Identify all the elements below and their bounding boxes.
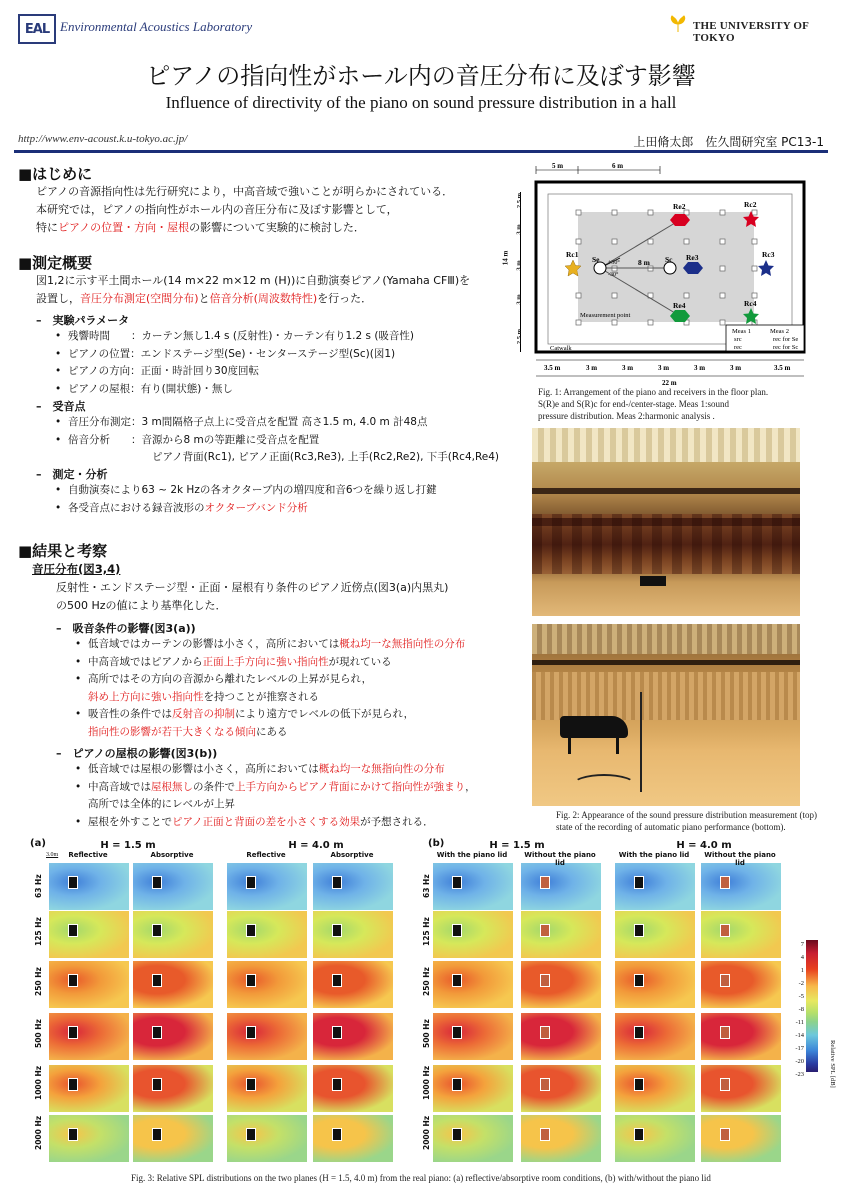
heatmap-cell [700, 910, 782, 959]
authors: 上田脩太郎 佐久間研究室 PC13-1 [633, 135, 824, 149]
dim-left: 3 m [515, 224, 523, 235]
piano-marker-icon [246, 1026, 256, 1039]
header-h40-b: H = 4.0 m [676, 840, 732, 851]
lab-logo: EAL [18, 14, 56, 44]
piano-marker-icon [246, 974, 256, 987]
piano-marker-icon [68, 1078, 78, 1091]
dim-bottom: 3 m [658, 364, 670, 372]
dim-left: 3 m [515, 260, 523, 271]
lab-name: Environmental Acoustics Laboratory [60, 19, 253, 34]
heatmap-cell [312, 1012, 394, 1061]
heatmap-cell [700, 960, 782, 1009]
piano-marker-icon [152, 1128, 162, 1141]
row-label: 1000 Hz [34, 1065, 43, 1100]
method-line: 設置し，音圧分布測定(空間分布)と倍音分析(周波数特性)を行った． [36, 292, 373, 305]
legend-rec-se: rec for Se [773, 336, 799, 343]
dim-left: 2.5 m [516, 328, 524, 345]
analysis-item: • 各受音点における録音波形のオクターブバンド分析 [52, 500, 516, 518]
absorption-heading: – 吸音条件の影響(図3(a)) [56, 622, 196, 635]
heatmap-cell [312, 960, 394, 1009]
heatmap-cell [132, 910, 214, 959]
lid-heading: – ピアノの屋根の影響(図3(b)) [56, 747, 218, 760]
piano-marker-icon [68, 1026, 78, 1039]
params-heading: – 実験パラメータ [36, 314, 130, 327]
intro-line: ピアノの音源指向性は先行研究により，中高音域で強いことが明らかにされている． [36, 185, 454, 198]
column-label: With the piano lid [436, 851, 508, 859]
legend-src: src [734, 336, 742, 343]
colorbar-ticks: 7 4 1 -2 -5 -8 -11 -14 -17 -20 -23 [795, 941, 804, 1078]
dim-bottom: 3.5 m [544, 364, 561, 372]
dim-total: 22 m [662, 379, 677, 385]
result-item: • 吸音性の条件では反射音の抑制により遠方でレベルの低下が見られ， [72, 706, 526, 724]
receiver-extra: ピアノ背面(Rc1), ピアノ正面(Rc3,Re3), 上手(Rc2,Re2), 下手(Rc4,Re4) [152, 451, 500, 463]
heatmap-cell [520, 862, 602, 911]
piano-marker-icon [540, 924, 550, 937]
method-heading: ■測定概要 [18, 254, 93, 272]
legend-rec-sc: rec for Sc [773, 344, 799, 351]
result-item-cont: 指向性の影響が若干大きくなる傾向にある [88, 725, 288, 738]
column-label: Without the piano lid [704, 851, 776, 867]
header-h40-a: H = 4.0 m [288, 840, 344, 851]
row-label: 125 Hz [422, 917, 431, 946]
label-rc4: Rc4 [744, 299, 757, 308]
heatmap-cell [700, 862, 782, 911]
label-re4: Re4 [673, 301, 686, 310]
piano-marker-icon [452, 1026, 462, 1039]
results-heading: ■結果と考察 [18, 542, 108, 560]
fig3-caption: Fig. 3: Relative SPL distributions on the two planes (H = 1.5, 4.0 m) from the real piano: (a) reflective/absorptive room conditions, (b) with/without the piano lid [131, 1173, 711, 1183]
param-item: • ピアノの位置：エンドステージ型(Se)・センターステージ型(Sc)(図1) [52, 346, 516, 364]
row-label: 500 Hz [422, 1019, 431, 1048]
result-item: • 低音域ではカーテンの影響は小さく，高所においては概ね均一な無指向性の分布 [72, 636, 526, 654]
label-angle-plus: +30° [608, 260, 620, 266]
label-rc2: Rc2 [744, 200, 757, 209]
heatmap-cell [132, 1114, 214, 1163]
heatmap-cell [48, 862, 130, 911]
heatmap-cell [700, 1064, 782, 1113]
piano-marker-icon [720, 1026, 730, 1039]
fig2-caption: Fig. 2: Appearance of the sound pressure distribution measurement (top) state of the recording of automatic piano performance (bottom). [556, 810, 817, 832]
heatmap-cell [312, 1114, 394, 1163]
header-h15-b: H = 1.5 m [489, 840, 545, 851]
heatmap-cell [226, 1064, 308, 1113]
piano-marker-icon [634, 1128, 644, 1141]
heatmap-cell [614, 1064, 696, 1113]
piano-marker-icon [332, 1128, 342, 1141]
university-name: THE UNIVERSITY OF TOKYO [693, 20, 809, 44]
results-line: 反射性・エンドステージ型・正面・屋根有り条件のピアノ近傍点(図3(a)内黒丸) [56, 581, 449, 594]
analysis-item: • 自動演奏により63 ~ 2k Hzの各オクターブ内の増四度和音6つを繰り返し打鍵 [52, 482, 516, 500]
intro-line: 特にピアノの位置・方向・屋根の影響について実験的に検討した． [36, 221, 365, 234]
piano-marker-icon [720, 1128, 730, 1141]
piano-marker-icon [452, 924, 462, 937]
piano-marker-icon [452, 1078, 462, 1091]
label-sc: Sc [665, 255, 673, 264]
result-item: • 高所ではその方向の音源から離れたレベルの上昇が見られ， [72, 671, 526, 689]
intro-line: 本研究では，ピアノの指向性がホール内の音圧分布に及ぼす影響として， [36, 203, 398, 216]
dim-bottom: 3 m [622, 364, 634, 372]
result-item: • 中高音域では屋根無しの条件で上手方向からピアノ背面にかけて指向性が強まり， [72, 779, 526, 797]
column-label: Absorptive [150, 851, 194, 859]
panel-b-label: (b) [428, 838, 445, 849]
row-label: 63 Hz [34, 874, 43, 898]
piano-marker-icon [540, 1128, 550, 1141]
receivers-heading: – 受音点 [36, 400, 86, 413]
dim-left: 3 m [515, 294, 523, 305]
column-label: Absorptive [330, 851, 374, 859]
heatmap-cell [132, 1012, 214, 1061]
results-subheading: 音圧分布(図3,4) [32, 562, 121, 576]
lab-url: http://www.env-acoust.k.u-tokyo.ac.jp/ [18, 133, 188, 145]
label-measurement-point: Measurement point [580, 312, 631, 319]
piano-marker-icon [68, 974, 78, 987]
piano-marker-icon [720, 924, 730, 937]
piano-marker-icon [152, 876, 162, 889]
piano-marker-icon [540, 974, 550, 987]
results-line: の500 Hzの値により基準化した． [56, 599, 227, 612]
heatmap-cell [432, 862, 514, 911]
heatmap-cell [432, 910, 514, 959]
heatmap-cell [132, 960, 214, 1009]
legend-rec: rec [734, 344, 742, 351]
heatmap-cell [312, 910, 394, 959]
heatmap-cell [48, 1114, 130, 1163]
heatmap-cell [700, 1012, 782, 1061]
heatmap-cell [432, 1064, 514, 1113]
piano-marker-icon [68, 924, 78, 937]
heatmap-cell [520, 1114, 602, 1163]
heatmap-cell [432, 1114, 514, 1163]
label-rc3: Rc3 [762, 250, 775, 259]
analysis-heading: – 測定・分析 [36, 468, 108, 481]
column-label: With the piano lid [618, 851, 690, 859]
dim-bottom: 3 m [586, 364, 598, 372]
piano-marker-icon [720, 876, 730, 889]
piano-marker-icon [332, 924, 342, 937]
heatmap-cell [520, 910, 602, 959]
piano-marker-icon [634, 876, 644, 889]
scale-label: 3.0m [46, 852, 59, 858]
piano-marker-icon [720, 974, 730, 987]
column-label: Reflective [68, 851, 108, 859]
label-re2: Re2 [673, 202, 686, 211]
param-item: • ピアノの屋根：有り(開状態)・無し [52, 381, 516, 399]
label-catwalk: Catwalk [550, 345, 572, 352]
legend-meas2: Meas 2 [770, 328, 789, 335]
result-item: • 低音域では屋根の影響は小さく，高所においては概ね均一な無指向性の分布 [72, 761, 526, 779]
legend-meas1: Meas 1 [732, 328, 751, 335]
piano-marker-icon [540, 1078, 550, 1091]
row-label: 250 Hz [422, 967, 431, 996]
heatmap-cell [226, 910, 308, 959]
piano-marker-icon [540, 1026, 550, 1039]
panel-a-label: (a) [30, 838, 46, 849]
row-label: 125 Hz [34, 917, 43, 946]
heatmap-cell [132, 862, 214, 911]
result-item-cont: 高所では全体的にレベルが上昇 [88, 798, 235, 810]
dim-bottom: 3.5 m [774, 364, 791, 372]
dim-bottom: 3 m [730, 364, 742, 372]
piano-marker-icon [152, 974, 162, 987]
result-item-cont: 斜め上方向に強い指向性を持つことが推察される [88, 690, 319, 703]
heatmap-cell [614, 910, 696, 959]
piano-marker-icon [452, 974, 462, 987]
piano-marker-icon [152, 1026, 162, 1039]
piano-marker-icon [246, 876, 256, 889]
dim-top: 5 m [552, 162, 564, 170]
colorbar-label: Relative SPL [dB] [829, 1040, 836, 1088]
piano-marker-icon [634, 1026, 644, 1039]
heatmap-cell [432, 1012, 514, 1061]
intro-heading: ■はじめに [18, 165, 93, 183]
piano-marker-icon [452, 876, 462, 889]
piano-marker-icon [634, 924, 644, 937]
result-item: • 屋根を外すことでピアノ正面と背面の差を小さくする効果が予想される． [72, 814, 526, 832]
heatmap-cell [520, 1064, 602, 1113]
dim-height: 14 m [501, 250, 510, 266]
heatmap-cell [432, 960, 514, 1009]
heatmap-cell [700, 1114, 782, 1163]
piano-marker-icon [332, 1026, 342, 1039]
heatmap-cell [520, 1012, 602, 1061]
title-japanese: ピアノの指向性がホール内の音圧分布に及ぼす影響 [146, 62, 696, 90]
piano-marker-icon [540, 876, 550, 889]
piano-marker-icon [634, 1078, 644, 1091]
piano-marker-icon [332, 974, 342, 987]
method-line: 図1,2に示す平土間ホール(14 m×22 m×12 m (H))に自動演奏ピアノ(Yamaha CFⅢ)を [36, 274, 471, 287]
heatmap-cell [614, 960, 696, 1009]
heatmap-cell [312, 1064, 394, 1113]
row-label: 2000 Hz [34, 1115, 43, 1150]
dim-bottom: 3 m [694, 364, 706, 372]
colorbar [806, 940, 818, 1072]
receiver-item: • 倍音分析 ：音源から8 mの等距離に受音点を配置 [52, 432, 516, 450]
row-label: 2000 Hz [422, 1115, 431, 1150]
label-se: Se [592, 255, 600, 264]
piano-marker-icon [246, 924, 256, 937]
piano-marker-icon [332, 876, 342, 889]
heatmap-cell [48, 910, 130, 959]
piano-marker-icon [452, 1128, 462, 1141]
row-label: 250 Hz [34, 967, 43, 996]
row-label: 63 Hz [422, 874, 431, 898]
header-h15-a: H = 1.5 m [100, 840, 156, 851]
param-item: • 残響時間 ：カーテン無し1.4 s (反射性)・カーテン有り1.2 s (吸音性) [52, 328, 516, 346]
piano-marker-icon [246, 1078, 256, 1091]
heatmap-cell [312, 862, 394, 911]
result-item: • 中高音域ではピアノから正面上手方向に強い指向性が現れている [72, 654, 526, 672]
column-label: Reflective [246, 851, 286, 859]
title-english: Influence of directivity of the piano on sound pressure distribution in a hall [165, 93, 677, 112]
heatmap-cell [614, 1012, 696, 1061]
column-label: Without the piano lid [524, 851, 596, 867]
heatmap-cell [132, 1064, 214, 1113]
param-item: • ピアノの方向：正面・時計回り30度回転 [52, 363, 516, 381]
heatmap-cell [520, 960, 602, 1009]
piano-marker-icon [246, 1128, 256, 1141]
heatmap-cell [48, 1064, 130, 1113]
piano-marker-icon [720, 1078, 730, 1091]
heatmap-cell [226, 1114, 308, 1163]
dim-left: 2.5 m [516, 192, 524, 209]
heatmap-cell [226, 1012, 308, 1061]
label-dist: 8 m [638, 258, 650, 267]
piano-marker-icon [68, 1128, 78, 1141]
heatmap-cell [48, 960, 130, 1009]
label-angle-minus: -30° [608, 272, 619, 278]
dim-top: 6 m [612, 162, 624, 170]
label-re3: Re3 [686, 253, 699, 262]
heatmap-cell [226, 960, 308, 1009]
label-rc1: Rc1 [566, 250, 579, 259]
fig1-caption: Fig. 1: Arrangement of the piano and receivers in the floor plan. S(R)e and S(R)c for end-/center-stage. Meas 1:sound pressure distribution. Meas 2:harmonic analysis . [538, 387, 769, 421]
piano-marker-icon [634, 974, 644, 987]
row-label: 1000 Hz [422, 1065, 431, 1100]
piano-marker-icon [152, 924, 162, 937]
heatmap-cell [226, 862, 308, 911]
row-label: 500 Hz [34, 1019, 43, 1048]
heatmap-cell [614, 1114, 696, 1163]
heatmap-cell [614, 862, 696, 911]
piano-marker-icon [152, 1078, 162, 1091]
receiver-item: • 音圧分布測定：3 m間隔格子点上に受音点を配置 高さ1.5 m, 4.0 m 計48点 [52, 414, 516, 432]
piano-marker-icon [332, 1078, 342, 1091]
piano-marker-icon [68, 876, 78, 889]
heatmap-cell [48, 1012, 130, 1061]
